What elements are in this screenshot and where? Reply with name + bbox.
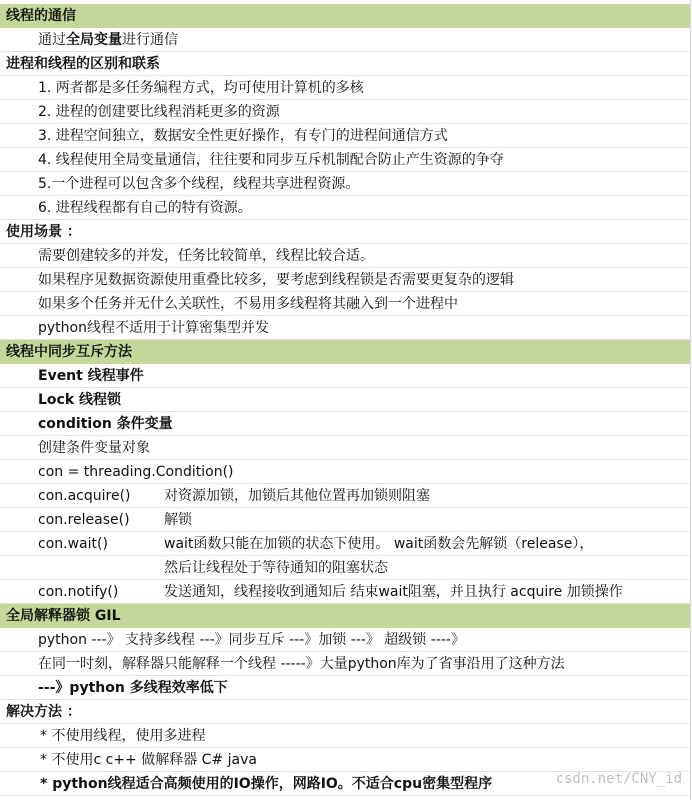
list-item (0, 196, 690, 220)
list-item-text: 如果程序见数据资源使用重叠比较多，要考虑到线程锁是否需要更复杂的逻辑 (38, 272, 514, 288)
list-item (0, 148, 690, 172)
content-row (0, 28, 690, 52)
method-desc: 发送通知，线程接收到通知后 结束wait阻塞，并且执行 acquire 加锁操作 (164, 584, 623, 600)
content-text: python ---》 支持多线程 ---》同步互斥 ---》加锁 ---》 超级锁 ----》 (38, 632, 465, 648)
section-header-usage-scenarios (0, 220, 690, 244)
list-item-text: 2. 进程的创建要比线程消耗更多的资源 (38, 104, 280, 120)
content-row (0, 412, 690, 436)
list-item (0, 772, 690, 796)
list-item (0, 268, 690, 292)
method-desc: wait函数只能在加锁的状态下使用。 wait函数会先解锁（release）， (164, 536, 594, 552)
list-item-text: * 不使用线程，使用多进程 (40, 728, 206, 744)
section-title: 线程的通信 (6, 8, 76, 24)
list-item-text: python线程不适用于计算密集型并发 (38, 320, 269, 336)
list-item-text: 3. 进程空间独立，数据安全性更好操作，有专门的进程间通信方式 (38, 128, 448, 144)
section-title: 进程和线程的区别和联系 (6, 56, 160, 72)
list-item-text: 5.一个进程可以包含多个线程，线程共享进程资源。 (38, 176, 360, 192)
list-item-text: 如果多个任务并无什么关联性，不易用多线程将其融入到一个进程中 (38, 296, 458, 312)
method-name: con.notify() (38, 584, 119, 600)
content-row (0, 652, 690, 676)
list-item-text: * 不使用c c++ 做解释器 C# java (40, 752, 257, 768)
method-desc: 解锁 (164, 512, 192, 528)
section-title: 全局解释器锁 GIL (6, 608, 121, 624)
content-text: Lock 线程锁 (38, 392, 122, 408)
method-row (0, 556, 690, 580)
content-row (0, 460, 690, 484)
list-item (0, 244, 690, 268)
list-item (0, 76, 690, 100)
list-item (0, 172, 690, 196)
method-name: con.release() (38, 512, 130, 528)
section-header-process-vs-thread (0, 52, 690, 76)
content-text: 在同一时刻，解释器只能解释一个线程 -----》大量python库为了省事沿用了这种方法 (38, 656, 565, 672)
method-row (0, 580, 690, 604)
content-text: ---》python 多线程效率低下 (38, 680, 228, 696)
content-row (0, 628, 690, 652)
content-row (0, 676, 690, 700)
section-header-solutions (0, 700, 690, 724)
method-name: con.wait() (38, 536, 108, 552)
list-item-text: 需要创建较多的并发，任务比较简单，线程比较合适。 (38, 248, 374, 264)
section-title: 使用场景 ： (6, 224, 81, 240)
content-row (0, 388, 690, 412)
method-name: con.acquire() (38, 488, 131, 504)
method-desc: 然后让线程处于等待通知的阻塞状态 (164, 560, 388, 576)
method-row (0, 508, 690, 532)
list-item (0, 316, 690, 340)
list-item (0, 748, 690, 772)
list-item-text: * python线程适合高频使用的IO操作，网路IO。不适合cpu密集型程序 (40, 776, 493, 792)
content-text: 通过全局变量进行通信 (38, 32, 178, 48)
list-item (0, 724, 690, 748)
column-separator (690, 0, 691, 800)
section-header-thread-communication (0, 4, 690, 28)
method-desc: 对资源加锁，加锁后其他位置再加锁则阻塞 (164, 488, 430, 504)
section-header-gil (0, 604, 690, 628)
content-row (0, 364, 690, 388)
content-text: Event 线程事件 (38, 368, 144, 384)
method-row (0, 484, 690, 508)
list-item-text: 4. 线程使用全局变量通信，往往要和同步互斥机制配合防止产生资源的争夺 (38, 152, 504, 168)
content-text: 创建条件变量对象 (38, 440, 150, 456)
list-item (0, 292, 690, 316)
content-row (0, 436, 690, 460)
list-item (0, 124, 690, 148)
content-text: condition 条件变量 (38, 416, 173, 432)
list-item-text: 6. 进程线程都有自己的特有资源。 (38, 200, 252, 216)
method-row (0, 532, 690, 556)
section-title: 线程中同步互斥方法 (6, 344, 132, 360)
section-title: 解决方法 ： (6, 704, 81, 720)
watermark: csdn.net/CNY_id (555, 771, 682, 787)
content-text: con = threading.Condition() (38, 464, 234, 480)
list-item-text: 1. 两者都是多任务编程方式，均可使用计算机的多核 (38, 80, 364, 96)
section-header-sync-mutex (0, 340, 690, 364)
list-item (0, 100, 690, 124)
